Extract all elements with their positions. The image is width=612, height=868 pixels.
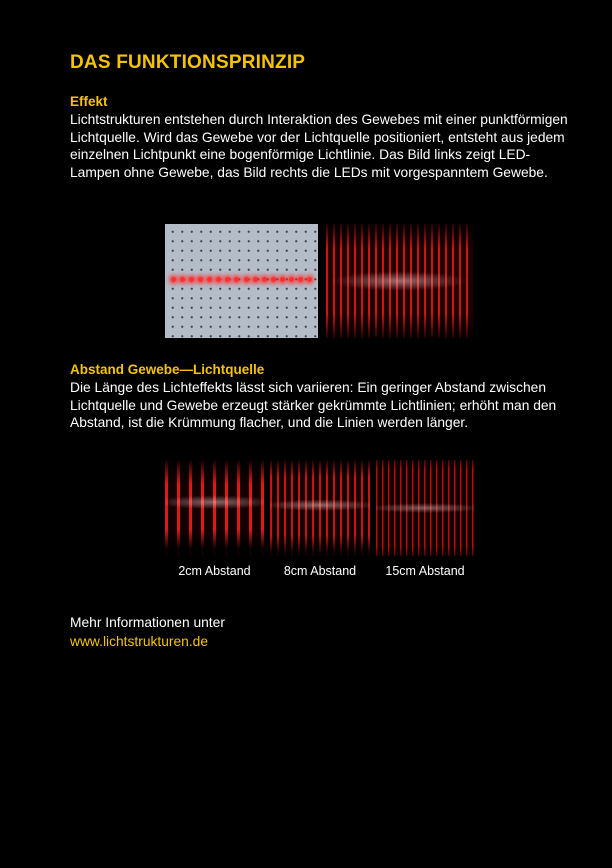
- led-dot: [189, 277, 194, 282]
- page-title: DAS FUNKTIONSPRINZIP: [70, 52, 306, 73]
- effect-paragraph: Lichtstrukturen entstehen durch Interaktion des Gewebes mit einer punktförmigen Lichtquelle. Wird das Gewebe vor der Lichtquelle positioniert, entsteht aus jedem einzelnen Lichtpunkt eine bogenförmige Lichtlinie. Das Bild links zeigt LED-Lampen ohne Gewebe, das Bild rechts die LEDs mit vorgespanntem Gewebe.: [70, 112, 568, 180]
- led-row: [171, 274, 312, 284]
- led-dot: [280, 277, 285, 282]
- led-dot: [225, 277, 230, 282]
- distance-15cm-photo: [376, 460, 474, 556]
- led-dot: [262, 277, 267, 282]
- caption-2cm: 2cm Abstand: [178, 564, 251, 578]
- led-dot: [298, 277, 303, 282]
- led-dot: [289, 277, 294, 282]
- led-dot: [216, 277, 221, 282]
- distance-paragraph: Die Länge des Lichteffekts lässt sich variieren: Ein geringer Abstand zwischen Lichtquelle und Gewebe erzeugt stärker gekrümmte Lichtlinien; erhöht man den Abstand, ist die Krümmung flacher, und die Linien werden länger.: [70, 380, 557, 431]
- led-dot: [234, 277, 239, 282]
- led-dot: [171, 277, 176, 282]
- more-info-text: Mehr Informationen unter: [70, 615, 225, 630]
- effect-heading: Effekt: [70, 94, 108, 109]
- caption-15cm: 15cm Abstand: [385, 564, 465, 578]
- website-link[interactable]: www.lichtstrukturen.de: [70, 634, 209, 649]
- led-without-fabric-photo: [165, 224, 318, 338]
- led-dot: [271, 277, 276, 282]
- led-with-fabric-photo: [326, 224, 473, 338]
- led-dot: [198, 277, 203, 282]
- led-dot: [307, 277, 312, 282]
- distance-heading: Abstand Gewebe—Lichtquelle: [70, 362, 265, 377]
- led-dot: [244, 277, 249, 282]
- caption-8cm: 8cm Abstand: [283, 564, 357, 578]
- led-dot: [253, 277, 258, 282]
- led-dot: [180, 277, 185, 282]
- distance-8cm-photo: [270, 460, 370, 556]
- led-dot: [207, 277, 212, 282]
- distance-2cm-photo: [165, 460, 264, 556]
